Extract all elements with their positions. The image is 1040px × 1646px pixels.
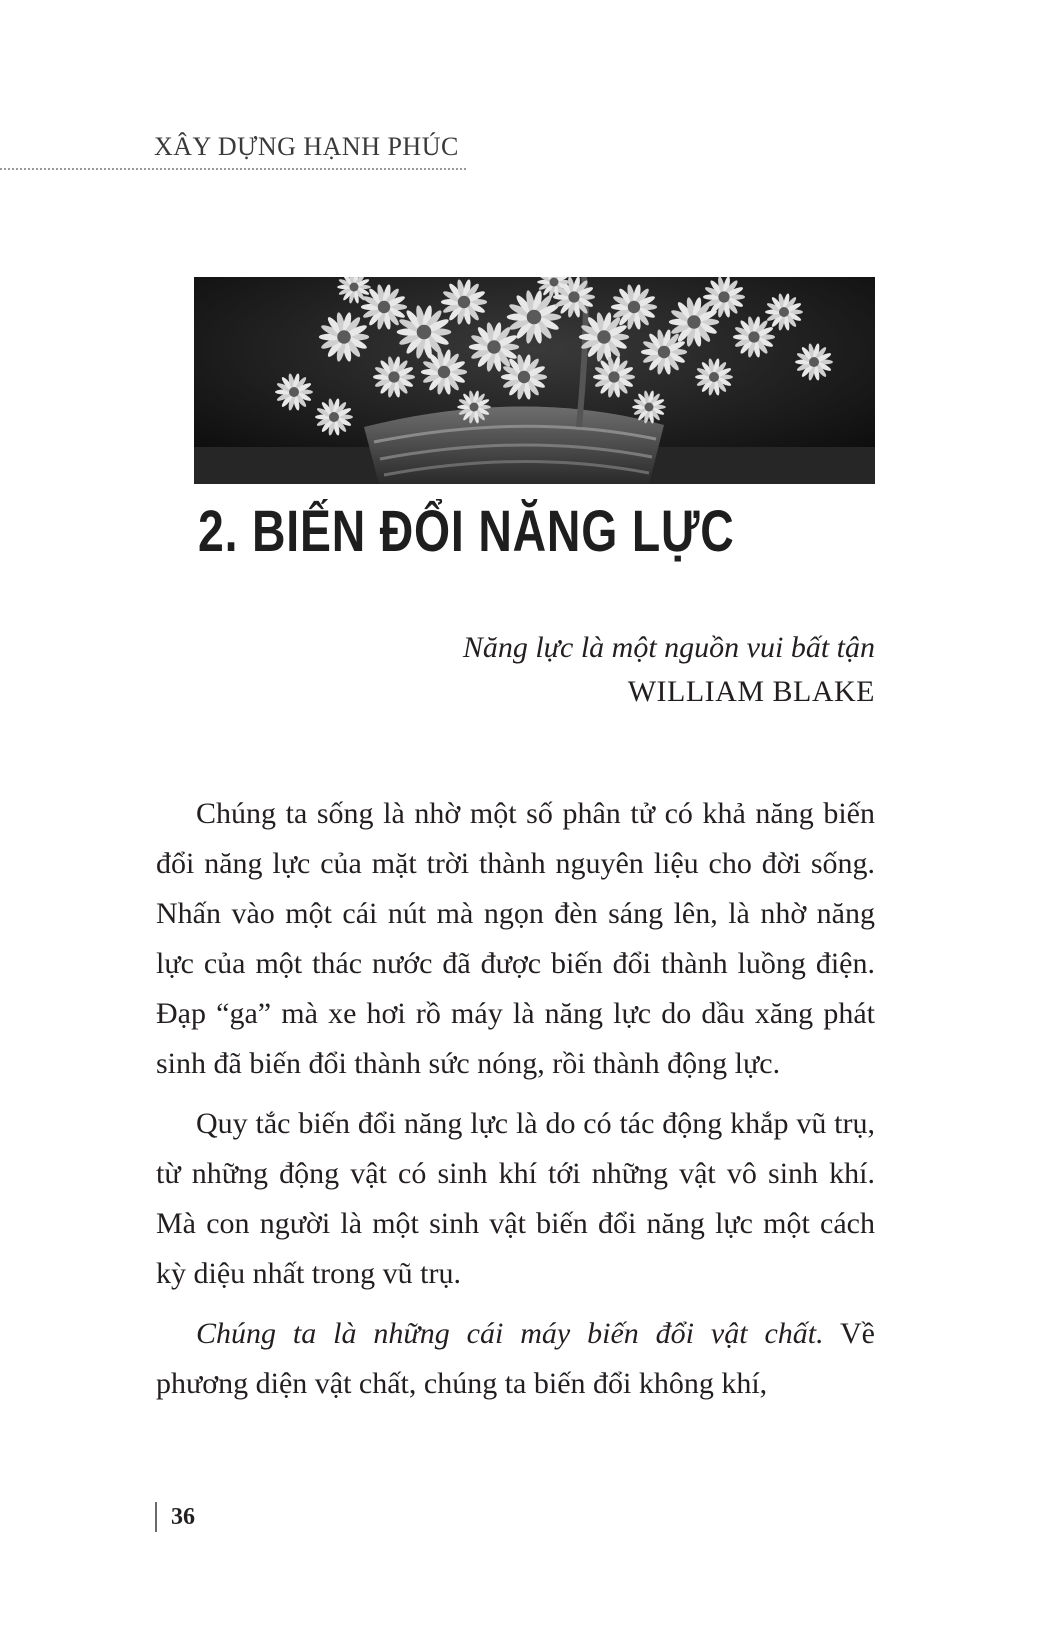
epigraph-quote: Năng lực là một nguồn vui bất tận [462,631,875,664]
running-head [0,128,466,170]
paragraph-continuation: Về phương diện vật chất, chúng ta biến đổi không khí, [156,1317,875,1400]
chapter-title: 2. BIẾN ĐỔI NĂNG LỰC [198,499,735,564]
chapter-image [194,277,875,484]
body-text [156,789,875,1419]
flower-basket-illustration [194,277,875,484]
epigraph [463,626,875,714]
paragraph [156,1309,875,1409]
paragraph: Quy tắc biến đổi năng lực là do có tác động khắp vũ trụ, từ những động vật có sinh khí tới những vật vô sinh khí. Mà con người là một sinh vật biến đổi năng lực một cách kỳ diệu nhất trong vũ trụ. [156,1107,875,1290]
running-head-title: XÂY DỰNG HẠNH PHÚC [154,132,459,161]
paragraph: Chúng ta sống là nhờ một số phân tử có khả năng biến đổi năng lực của mặt trời thành nguyên liệu cho đời sống. Nhấn vào một cái nút mà ngọn đèn sáng lên, là nhờ năng lực của một thác nước đã được biến đổi thành luồng điện. Đạp “ga” mà xe hơi rồ máy là năng lực do dầu xăng phát sinh đã biến đổi thành sức nóng, rồi thành động lực. [156,797,875,1080]
page-number: 36 [155,1502,195,1532]
epigraph-author: WILLIAM BLAKE [627,675,875,708]
paragraph-emphasis: Chúng ta là những cái máy biến đổi vật chất. [196,1317,824,1350]
